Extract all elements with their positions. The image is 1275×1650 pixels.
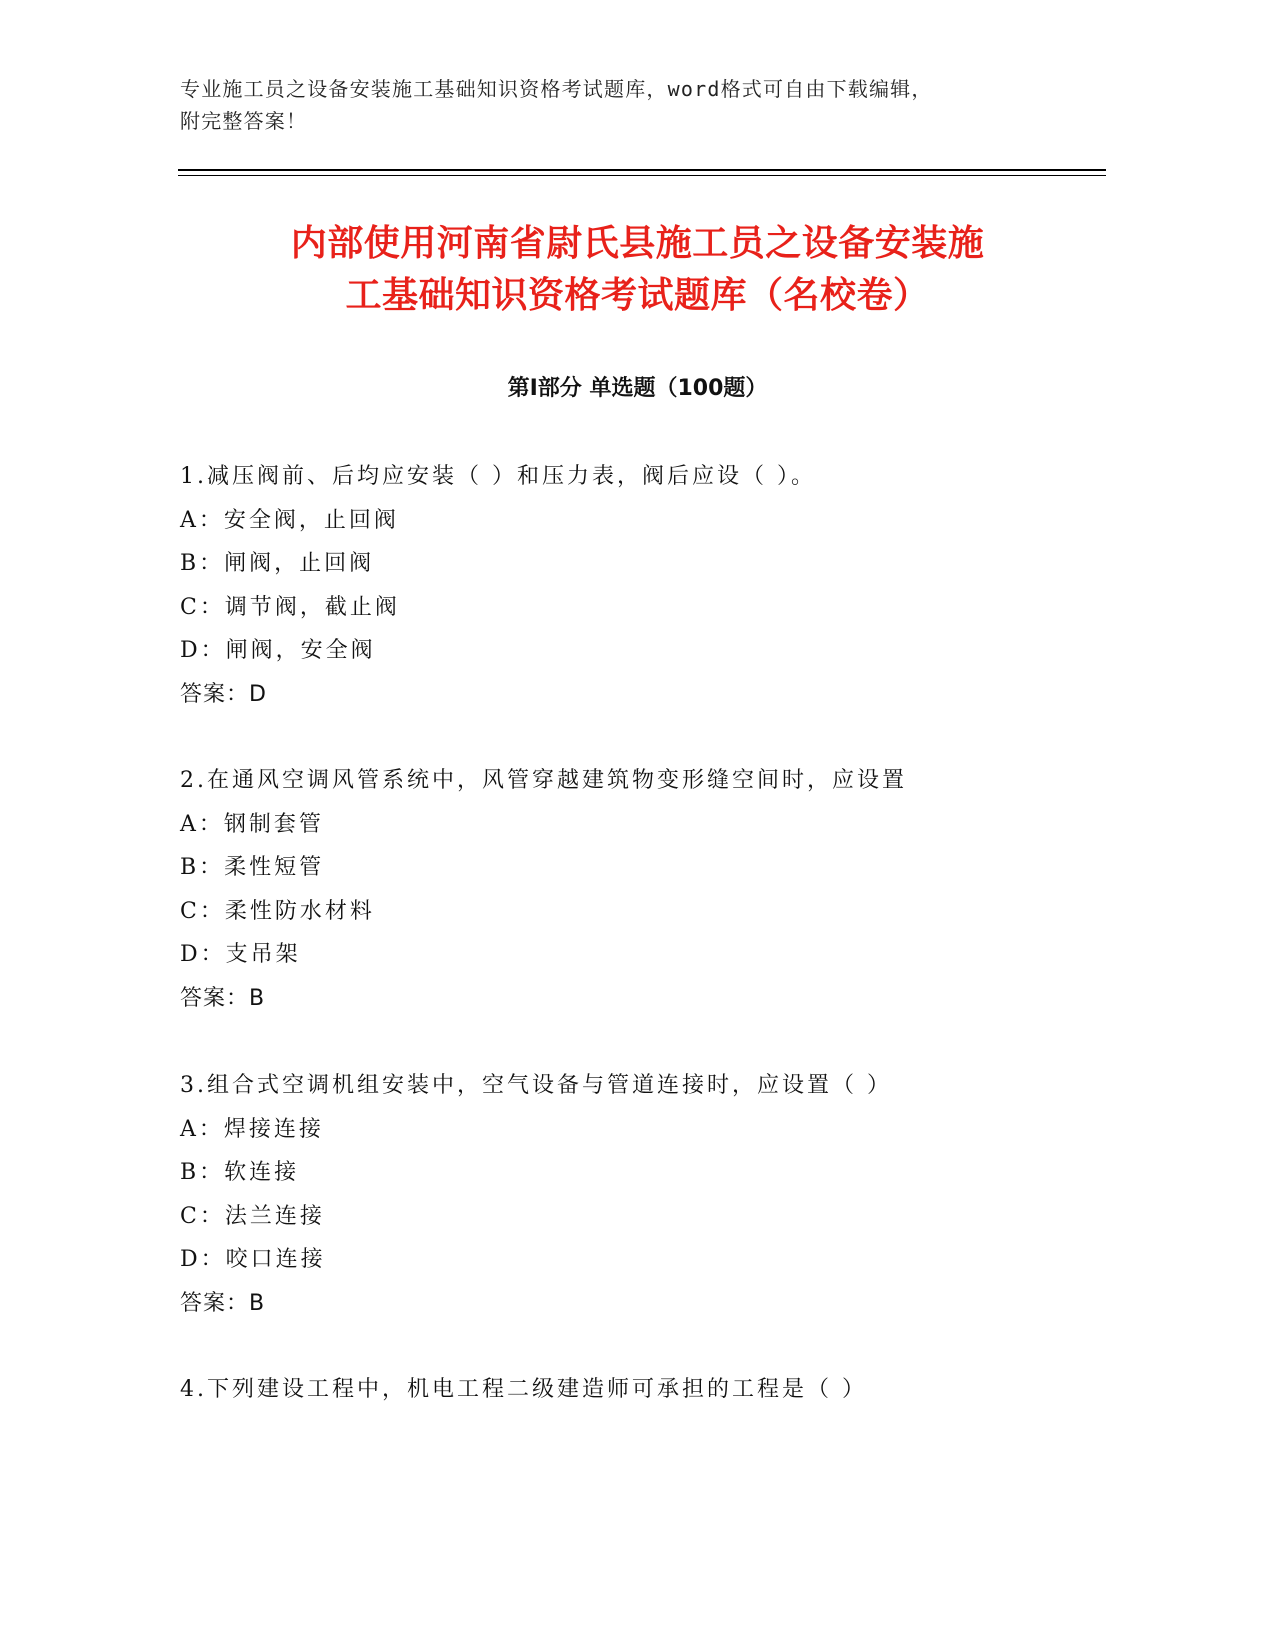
document-title-line-2: 工基础知识资格考试题库（名校卷） (345, 275, 930, 316)
question-3 (180, 1064, 1100, 1325)
document-title-line-1: 内部使用河南省尉氏县施工员之设备安装施 (290, 223, 985, 264)
header-divider-thin (178, 175, 1106, 176)
answer: 答案：B (180, 1290, 266, 1316)
answer: 答案：D (180, 681, 267, 707)
header-note-line-1: 专业施工员之设备安装施工基础知识资格考试题库，word格式可自由下载编辑， (180, 77, 933, 101)
option-a: A：钢制套管 (180, 811, 324, 837)
option-b: B：柔性短管 (180, 855, 325, 880)
option-d: D：支吊架 (180, 942, 301, 967)
question-stem: 4.下列建设工程中，机电工程二级建造师可承担的工程是（ ） (180, 1377, 867, 1402)
header-divider-thick (178, 169, 1106, 171)
option-d: D：咬口连接 (180, 1247, 326, 1272)
question-stem: 2.在通风空调风管系统中，风管穿越建筑物变形缝空间时，应设置 (180, 768, 907, 793)
question-stem: 1.减压阀前、后均应安装（ ）和压力表，阀后应设（ ）。 (180, 464, 816, 489)
option-d: D：闸阀，安全阀 (180, 638, 376, 663)
option-c: C：柔性防水材料 (180, 898, 375, 924)
option-c: C：调节阀，截止阀 (180, 594, 400, 620)
option-a: A：安全阀，止回阀 (180, 507, 399, 533)
option-c: C：法兰连接 (180, 1203, 325, 1229)
option-a: A：焊接连接 (180, 1116, 324, 1142)
question-1 (180, 455, 1100, 716)
section-title: 第Ⅰ部分 单选题（100题） (507, 376, 768, 401)
header-note-line-2: 附完整答案！ (180, 109, 308, 133)
answer: 答案：B (180, 985, 266, 1011)
document-title (150, 218, 1125, 322)
question-stem: 3.组合式空调机组安装中，空气设备与管道连接时，应设置（ ） (180, 1073, 892, 1098)
question-2 (180, 759, 1100, 1020)
option-b: B：闸阀，止回阀 (180, 551, 375, 576)
question-4 (180, 1368, 1100, 1412)
header-note (180, 73, 1100, 137)
option-b: B：软连接 (180, 1160, 300, 1185)
